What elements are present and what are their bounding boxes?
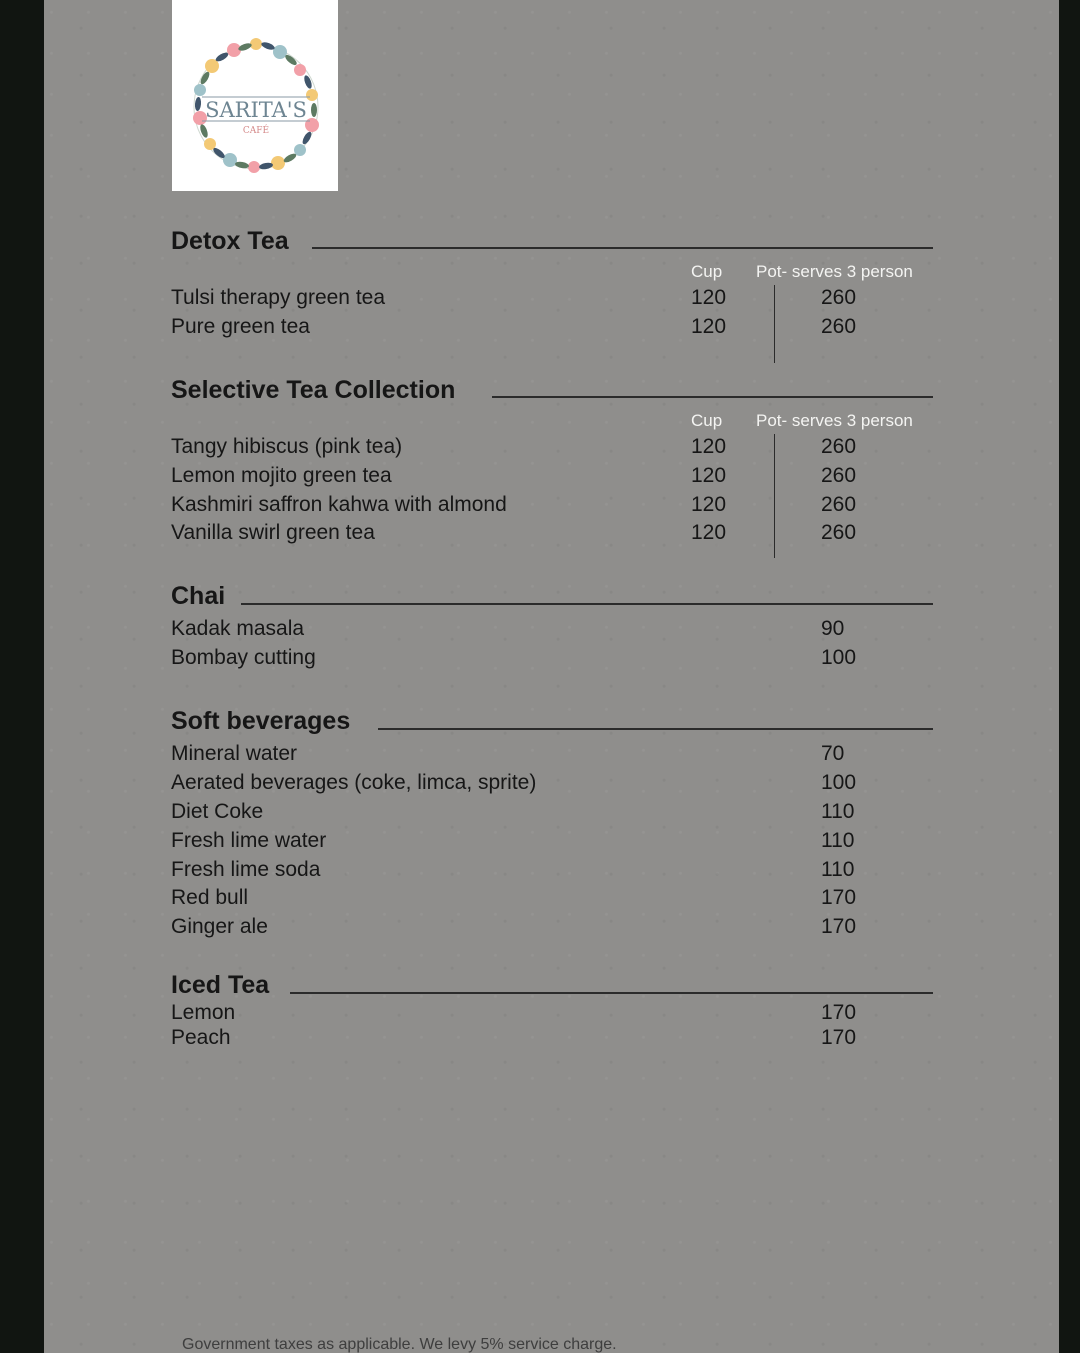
- price-pot: 260: [821, 464, 857, 487]
- price: 110: [821, 829, 855, 852]
- price-cup: 120: [691, 286, 727, 309]
- price: 170: [821, 915, 857, 938]
- section-title-soft-beverages: Soft beverages: [171, 707, 351, 735]
- price-pot: 260: [821, 315, 857, 338]
- price: 110: [821, 800, 855, 823]
- menu-item-name: Fresh lime soda: [171, 858, 321, 881]
- price-cup: 120: [691, 315, 727, 338]
- menu-item-name: Vanilla swirl green tea: [171, 521, 375, 544]
- price: 170: [821, 1001, 857, 1024]
- section-title-selective-tea-collection: Selective Tea Collection: [171, 376, 456, 404]
- menu-page: [44, 0, 1059, 1353]
- price-pot: 260: [821, 435, 857, 458]
- menu-item-name: Lemon mojito green tea: [171, 464, 392, 487]
- price-pot: 260: [821, 521, 857, 544]
- section-divider: [290, 992, 933, 994]
- menu-item-name: Pure green tea: [171, 315, 310, 338]
- price-pot: 260: [821, 286, 857, 309]
- price-pot: 260: [821, 493, 857, 516]
- section-title-chai: Chai: [171, 582, 226, 610]
- menu-item-name: Kashmiri saffron kahwa with almond: [171, 493, 507, 516]
- price: 100: [821, 771, 857, 794]
- price: 90: [821, 617, 845, 640]
- price: 110: [821, 858, 855, 881]
- menu-item-name: Ginger ale: [171, 915, 268, 938]
- column-header-pot: Pot- serves 3 person: [756, 411, 913, 430]
- menu-item-name: Tangy hibiscus (pink tea): [171, 435, 403, 458]
- menu-item-name: Red bull: [171, 886, 249, 909]
- logo-name: SARITA'S: [205, 98, 307, 122]
- column-header-cup: Cup: [691, 411, 723, 430]
- menu-item-name: Mineral water: [171, 742, 298, 765]
- cafe-logo: [172, 0, 338, 191]
- section-divider: [241, 603, 933, 605]
- column-header-pot: Pot- serves 3 person: [756, 262, 913, 281]
- menu-item-name: Tulsi therapy green tea: [171, 286, 386, 309]
- section-title-iced-tea: Iced Tea: [171, 971, 270, 999]
- floral-wreath-logo: [172, 0, 338, 191]
- menu-item-name: Lemon: [171, 1001, 236, 1024]
- price-cup: 120: [691, 493, 727, 516]
- tax-note: Government taxes as applicable. We levy 5% service charge.: [182, 1336, 617, 1353]
- section-title-detox-tea: Detox Tea: [171, 227, 289, 255]
- menu-item-name: Peach: [171, 1026, 231, 1049]
- menu-item-name: Fresh lime water: [171, 829, 327, 852]
- column-divider: [774, 285, 775, 363]
- menu-item-name: Diet Coke: [171, 800, 264, 823]
- section-divider: [312, 247, 933, 249]
- section-divider: [492, 396, 933, 398]
- section-divider: [378, 728, 933, 730]
- price-cup: 120: [691, 435, 727, 458]
- menu-item-name: Bombay cutting: [171, 646, 316, 669]
- menu-item-name: Kadak masala: [171, 617, 305, 640]
- price-cup: 120: [691, 521, 727, 544]
- price: 170: [821, 886, 857, 909]
- logo-subtitle: CAFÉ: [242, 126, 270, 136]
- price: 170: [821, 1026, 857, 1049]
- column-divider: [774, 434, 775, 558]
- column-header-cup: Cup: [691, 262, 723, 281]
- price: 70: [821, 742, 845, 765]
- menu-item-name: Aerated beverages (coke, limca, sprite): [171, 771, 537, 794]
- price-cup: 120: [691, 464, 727, 487]
- price: 100: [821, 646, 857, 669]
